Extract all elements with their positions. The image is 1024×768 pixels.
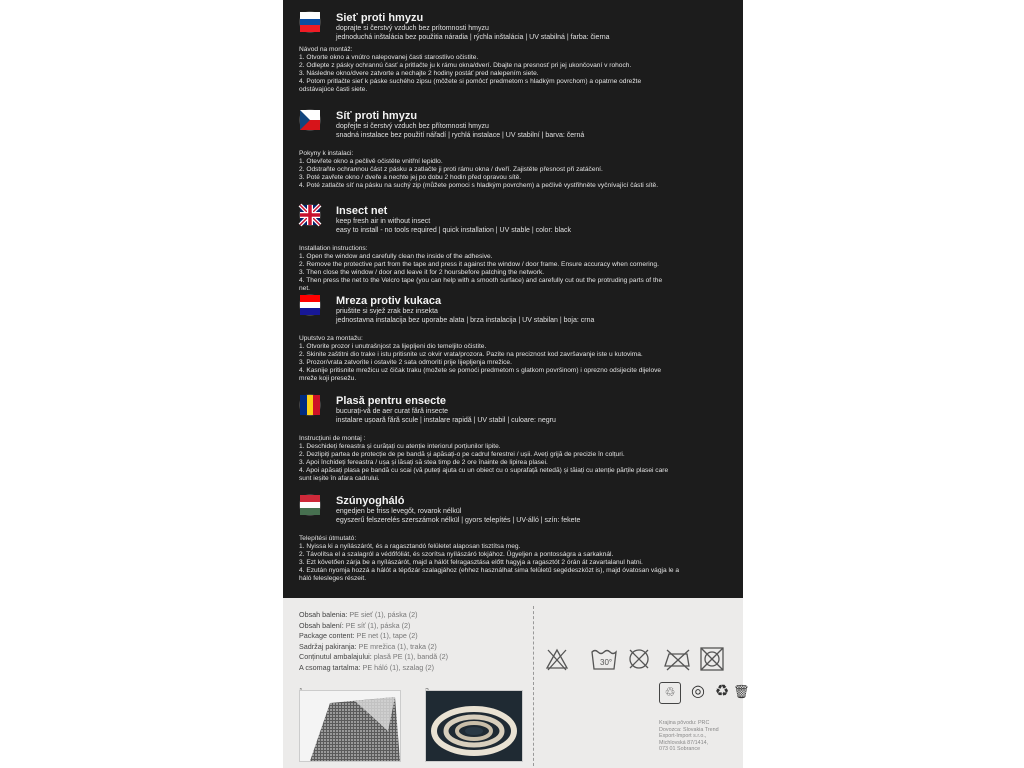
contents-row xyxy=(299,631,448,642)
pap-recycle-icon: ♲ xyxy=(659,682,681,704)
section-title: Szúnyogháló xyxy=(336,495,405,507)
section-header xyxy=(336,295,594,325)
instruction-line: 4. Apoi apăsați plasa pe bandă cu scai (vă puteți ajuta cu un obiect cu o suprafață netedă) și tăiați cu atenție părțile plasei care xyxy=(299,467,669,474)
instruction-line: mreže koji presežu. xyxy=(299,375,357,382)
language-sections xyxy=(283,0,743,598)
instruction-line: háló felesleges részeit. xyxy=(299,575,367,582)
section-subtitle: dopřejte si čerstvý vzduch bez přítomnosti hmyzu xyxy=(336,123,489,130)
section-features: jednostavna instalacija bez uporabe alata | brza instalacija | UV stabilan | boja: crna xyxy=(336,317,595,324)
package-info-panel xyxy=(283,598,750,768)
contents-row xyxy=(299,610,448,621)
instruction-line: 4. Poté zatlačte síť na pásku na suchý zip (můžete pomoci s hladkým povrchem) a pečlivě vystřihněte vyčnívající části sítě. xyxy=(299,182,659,189)
tape-picture xyxy=(425,690,523,762)
green-dot-icon: ◎ xyxy=(691,683,705,700)
contents-label: Package content: xyxy=(299,631,355,640)
instruction-line: 1. Deschideți fereastra și curățați cu atenție interiorul porțiunilor lipite. xyxy=(299,443,501,450)
origin-line: Export-Import s.r.o., xyxy=(659,733,707,740)
contents-label: Sadržaj pakiranja: xyxy=(299,641,357,651)
flag-sk-icon xyxy=(300,12,320,32)
section-subtitle: doprajte si čerstvý vzduch bez prítomnosti hmyzu xyxy=(336,25,489,32)
section-features: jednoduchá inštalácia bez použitia náradia | rýchla inštalácia | UV stabilná | farba: čierna xyxy=(336,34,610,41)
section-features: egyszerű felszerelés szerszámok nélkül | gyors telepítés | UV-álló | szín: fekete xyxy=(336,517,581,524)
origin-line: Michlovská 87/1414, xyxy=(659,739,709,746)
section-header xyxy=(336,12,610,42)
no-bleach-icon xyxy=(547,650,567,670)
instruction-line: 3. Poté zavřete okno / dveře a nechte jej po dobu 2 hodin před opravou sítě. xyxy=(299,174,522,181)
instruction-line: 2. Távolítsa el a szalagról a védőfóliát, és szorítsa nyílászáró tokjához. Ügyeljen a pontosságra a sarkaknál. xyxy=(299,551,614,558)
section-subtitle: engedjen be friss levegőt, rovarok nélkül xyxy=(336,508,462,515)
instruction-line: Návod na montáž: xyxy=(299,46,353,53)
flag-cz-icon xyxy=(300,110,320,130)
instruction-line: 3. Prozor/vrata zatvorite i ostavite 2 sata odmoriti prije lijepljenja mrežice. xyxy=(299,359,512,366)
contents-value: PE mrežica (1), traka (2) xyxy=(356,641,437,651)
installation-instructions xyxy=(299,535,744,583)
contents-label: Conținutul ambalajului: xyxy=(299,652,372,661)
contents-value: PE háló (1), szalag (2) xyxy=(360,662,435,672)
installation-instructions xyxy=(299,245,744,293)
instruction-line: 2. Odlepte z pásky ochrannú časť a pritlačte ju k rámu okna/dverí. Dbajte na presnosť pri jej ukončovaní v rohoch. xyxy=(299,62,632,69)
section-header xyxy=(336,205,571,235)
contents-label: Obsah balenia: xyxy=(299,610,348,619)
flag-hr-icon xyxy=(300,295,320,315)
section-subtitle: priuštite si svjež zrak bez insekta xyxy=(336,308,438,315)
section-title: Plasă pentru ensecte xyxy=(336,395,447,407)
instruction-line: 1. Open the window and carefully clean the inside of the adhesive. xyxy=(299,253,493,260)
flag-hu-icon xyxy=(300,495,320,515)
no-iron-icon xyxy=(665,650,689,670)
instruction-line: 1. Otevřete okno a pečlivě očistěte vnitřní lepidlo. xyxy=(299,158,443,165)
section-title: Sieť proti hmyzu xyxy=(336,12,424,24)
instruction-line: 1. Otvorte okno a vnútro nalepovanej časti starostlivo očistite. xyxy=(299,54,479,61)
origin-line: Dovozca: Slovakia Trend xyxy=(659,726,719,733)
origin-info xyxy=(659,720,719,753)
section-title: Insect net xyxy=(336,205,388,217)
contents-label: A csomag tartalma: xyxy=(299,662,361,672)
section-subtitle: keep fresh air in without insect xyxy=(336,218,431,225)
contents-label: Obsah balení: xyxy=(299,620,344,630)
instruction-line: 3. Ezt követően zárja be a nyílászárót, majd a hálót felragasztása előtt hagyja a ragasztót 2 órán át zavartalanul hatni. xyxy=(299,559,643,566)
contents-value: PE síť (1), páska (2) xyxy=(343,620,411,630)
instruction-line: 1. Otvorite prozor i unutrašnjost za lijepljeni dio temeljito očistite. xyxy=(299,343,487,350)
instruction-line: Pokyny k instalaci: xyxy=(299,150,354,157)
instruction-line: 2. Odstraňte ochrannou část z pásku a zatlačte ji proti rámu okna / dveří. Zajistěte přesnost při zatáčení. xyxy=(299,166,603,173)
care-symbols xyxy=(545,644,745,674)
trash-bin-icon: 🗑 xyxy=(733,684,750,699)
section-title: Síť proti hmyzu xyxy=(336,110,418,122)
divider xyxy=(533,606,534,766)
instruction-line: 3. Následne okno/dvere zatvorte a nechajte 2 hodiny postáť pred nalepením siete. xyxy=(299,70,539,77)
no-dry-clean-icon xyxy=(630,650,648,668)
section-features: instalare ușoară fără scule | instalare rapidă | UV stabil | culoare: negru xyxy=(336,417,556,424)
net-picture xyxy=(299,690,401,762)
instruction-line: 4. Potom pritlačte sieť k páske suchého zipsu (môžete si pomôcť predmetom s hladkým povrchom) a opatrne odrežte xyxy=(299,78,642,85)
instruction-line: 4. Kasnije pritisnite mrežicu uz čičak traku (možete se pomoći predmetom s glatkom površinom) i oprezno odsijecite dijelove xyxy=(299,367,662,374)
instruction-line: 2. Remove the protective part from the tape and press it against the window / door frame. Ensure accuracy when cornering. xyxy=(299,261,659,268)
flag-ro-icon xyxy=(300,395,320,415)
section-header xyxy=(336,110,584,140)
instruction-line: 2. Skinite zaštitni dio trake i istu pritisnite uz okvir vrata/prozora. Pazite na preciznost kod završavanje iste u kutovima. xyxy=(299,351,643,358)
contents-row xyxy=(299,663,448,674)
instruction-line: odstávajúce časti siete. xyxy=(299,86,368,93)
instruction-line: 3. Apoi închideți fereastra / ușa și lăsați să stea timp de 2 ore înainte de lipirea plasei. xyxy=(299,459,548,466)
flag-gb-icon xyxy=(300,205,320,225)
origin-line: 073 01 Sobrance xyxy=(659,746,701,753)
section-title: Mreza protiv kukaca xyxy=(336,295,442,307)
wash-temp: 30° xyxy=(600,658,613,667)
section-features: easy to install - no tools required | quick installation | UV stable | color: black xyxy=(336,227,572,234)
instruction-line: net. xyxy=(299,285,310,292)
contents-value: PE net (1), tape (2) xyxy=(354,631,418,640)
no-tumble-dry-icon xyxy=(701,648,723,670)
instruction-line: Telepítési útmutató: xyxy=(299,535,357,542)
instruction-line: Uputstvo za montažu: xyxy=(299,335,363,342)
package-contents xyxy=(299,610,448,673)
instruction-line: 3. Then close the window / door and leave it for 2 hoursbefore patching the network. xyxy=(299,269,545,276)
contents-row xyxy=(299,642,448,653)
contents-value: plasă PE (1), bandă (2) xyxy=(371,652,449,661)
recycle-icon: ♻ xyxy=(714,683,730,700)
instruction-line: Instrucțiuni de montaj : xyxy=(299,435,366,442)
installation-instructions xyxy=(299,46,744,94)
contents-value: PE sieť (1), páska (2) xyxy=(347,610,418,619)
instruction-line: 4. Then press the net to the Velcro tape (you can help with a smooth surface) and carefully cut out the protruding parts of the xyxy=(299,277,663,284)
section-subtitle: bucurați-vă de aer curat fără insecte xyxy=(336,408,449,415)
installation-instructions xyxy=(299,150,744,190)
installation-instructions xyxy=(299,335,744,383)
origin-line: Krajina pôvodu: PRC xyxy=(659,720,710,726)
instruction-line: 1. Nyissa ki a nyílászárót, és a ragasztandó felületet alaposan tisztítsa meg. xyxy=(299,543,521,550)
instruction-line: 4. Ezután nyomja hozzá a hálót a tépőzár szalagjához (ehhez használhat sima felületű segédeszközt is), majd óvatosan vágja le a xyxy=(299,567,680,574)
instruction-line: Installation instructions: xyxy=(299,245,368,252)
section-features: snadná instalace bez použití nářadí | rychlá instalace | UV stabilní | barva: černá xyxy=(336,132,585,139)
instruction-line: 2. Dezlipiți partea de protecție de pe bandă și apăsați-o pe cadrul ferestrei / ușii. Aveți grijă de precizie în colțuri. xyxy=(299,451,625,458)
section-header xyxy=(336,395,556,425)
contents-row xyxy=(299,621,448,632)
installation-instructions xyxy=(299,435,744,483)
instruction-line: sunt ieșite în afara cadrului. xyxy=(299,475,380,482)
section-header xyxy=(336,495,580,525)
contents-row xyxy=(299,652,448,663)
